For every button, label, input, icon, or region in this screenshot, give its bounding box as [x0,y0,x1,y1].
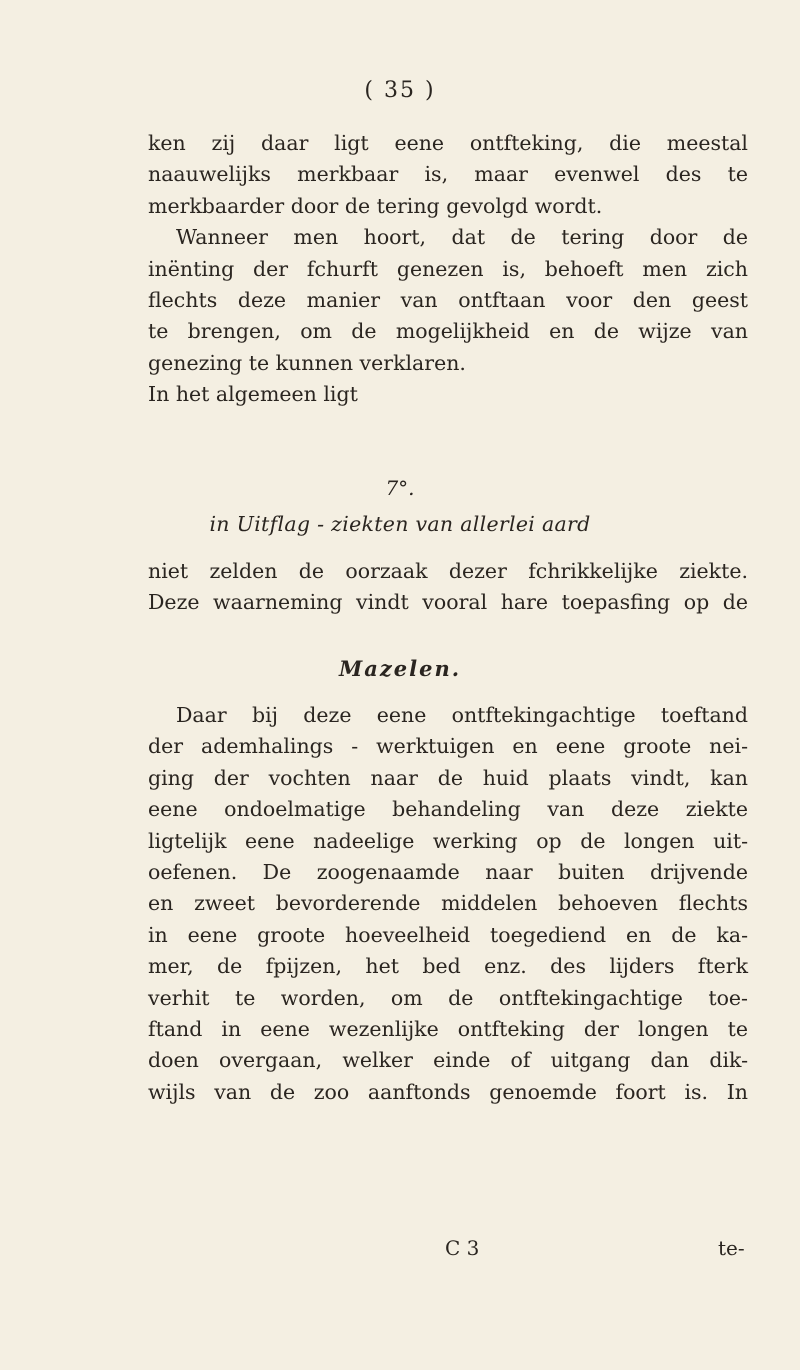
text-line: eene ondoelmatige behandeling van deze ziekte [148,797,748,822]
text-line: ken zij daar ligt eene ontfteking, die meestal [148,131,748,155]
text-line: inënting der fchurft genezen is, behoeft men zich [148,256,748,281]
text-line: oefenen. De zoogenaamde naar buiten drijvende [148,859,748,884]
text-line: flechts deze manier van ontftaan voor den geest [148,287,748,312]
signature-mark: C 3 [445,1236,480,1260]
catchword: te- [718,1236,745,1260]
text-line: Wanneer men hoort, dat de tering door de [176,225,748,250]
text-line: ligtelijk eene nadeelige werking op de longen uit- [148,828,748,853]
text-line: niet zelden de oorzaak dezer fchrikkelijke ziekte. [148,559,748,583]
text-block-2 [148,556,748,619]
text-line: naauwelijks merkbaar is, maar evenwel des te [148,162,748,187]
section-heading: Mazelen. [338,656,462,681]
text-line: en zweet bevorderende middelen behoeven flechts [148,891,748,916]
text-line: te brengen, om de mogelijkheid en de wijze van [148,319,748,344]
section-number: 7°. [385,476,415,500]
text-line: merkbaarder door de tering gevolgd wordt. [148,193,603,218]
text-line: in eene groote hoeveelheid toegediend en de ka- [148,922,748,947]
text-block-1 [148,128,748,411]
text-line: Daar bij deze eene ontftekingachtige toeftand [176,703,748,727]
text-line: verhit te worden, om de ontftekingachtige toe- [148,985,748,1010]
text-line: ging der vochten naar de huid plaats vindt, kan [148,765,748,790]
text-line: genezing te kunnen verklaren. [148,350,466,375]
text-line: doen overgaan, welker einde of uitgang dan dik- [148,1048,748,1073]
text-line: In het algemeen ligt [148,382,358,407]
text-block-3 [148,700,748,1108]
text-line: mer, de fpijzen, het bed enz. des lijders fterk [148,954,748,979]
section-title: in Uitflag - ziekten van allerlei aard [209,512,591,536]
text-line: Deze waarneming vindt vooral hare toepasfing op de [148,590,748,615]
page-number: ( 35 ) [364,78,436,103]
text-line: ftand in eene wezenlijke ontfteking der longen te [148,1016,748,1041]
text-line: der ademhalings - werktuigen en eene groote nei- [148,734,748,759]
text-line: wijls van de zoo aanftonds genoemde foort is. In [148,1079,748,1104]
